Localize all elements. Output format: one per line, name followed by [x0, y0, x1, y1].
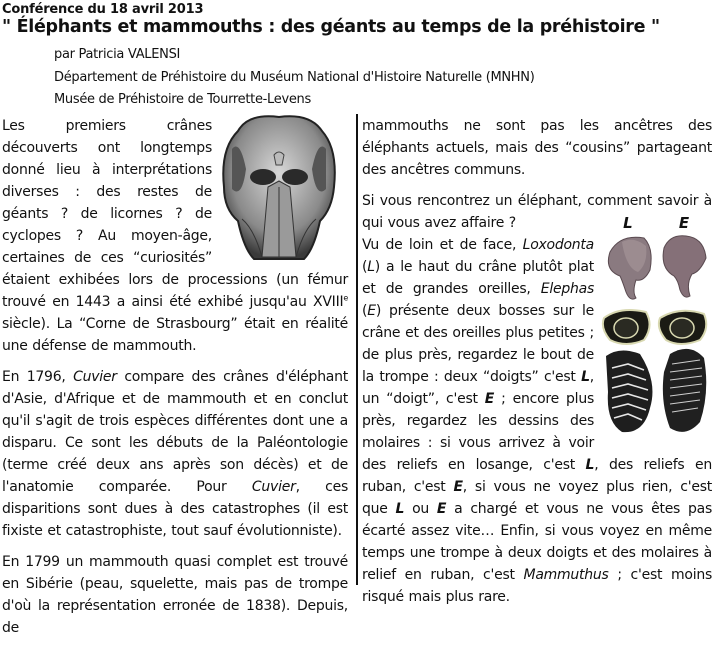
museum-line: Musée de Préhistoire de Tourrette-Levens — [54, 92, 311, 107]
label-elephas: E — [678, 214, 689, 232]
label-loxodonta: L — [623, 214, 633, 232]
trunk-tip-e-icon — [659, 311, 706, 344]
elephant-skull-icon — [218, 109, 340, 267]
molar-e-icon — [663, 349, 706, 432]
elephant-comparison-icon — [600, 232, 712, 438]
comparison-figure — [600, 212, 712, 440]
molar-l-icon — [606, 350, 652, 432]
paragraph-intro: Les premiers crânes découverts ont longtemps donné lieu à interprétations diverses : des restes de géants ? de licornes ? de cyclopes ? Au moyen-âge, certaines de ces “curiosités” étaient exhibées lors de processions (un fémur trouvé en 1443 a ainsi été exhibé jusqu'au XVIIIe siècle). La “Corne de Strasbourg” était en réalité une défense de mammouth. — [2, 118, 348, 354]
elephant-head-e-icon — [663, 236, 706, 297]
paragraph-cuvier: En 1796, Cuvier compare des crânes d'éléphant d'Asie, d'Afrique et de mammouth et en conclut qu'il s'agit de trois espèces différentes dont une a disparu. Ce sont les débuts de la Paléontologie (terme créé deux ans après son décès) et de l'anatomie comparée. Pour Cuvier, ces disparitions sont dues à des catastrophes (il est fixiste et catastrophiste, tout sauf évolutionniste). — [2, 369, 349, 539]
paragraph-identify: Si vous rencontrez un éléphant, comment savoir à qui vous avez affaire ? L E Vu de loin et de face, Loxodonta (L) a le haut du crâne plutôt plat et de grandes oreilles, Elephas (E) présente deux bosses sur le crâne et des oreilles plus petites ; de plus près, regardez le bout de la trompe : deux “doigts” c'est L, un “doigt”, c'est E ; encore plus près, regardez les dessins des molaires : si vous arrivez à voir des reliefs en losange, c'est L, des reliefs en ruban, c'est E, si vous ne voyez plus rien, c'est que L ou E a chargé et vous ne vous êtes pas écarté assez vite… Enfin, si vous voyez en même temps une trompe à deux doigts et des molaires à relief en ruban, c'est Mammuthus ; c'est moins risqué mais plus rare. — [362, 193, 713, 605]
elephant-head-l-icon — [608, 237, 651, 299]
trunk-tip-l-icon — [603, 310, 650, 344]
comparison-labels — [600, 212, 712, 232]
column-divider — [356, 114, 358, 585]
paragraph-cousins: mammouths ne sont pas les ancêtres des éléphants actuels, mais des “cousins” partageant des ancêtres communs. — [362, 118, 712, 178]
conference-date: Conférence du 18 avril 2013 — [2, 2, 204, 17]
paragraph-1799: En 1799 un mammouth quasi complet est trouvé en Sibérie (peau, squelette, mais pas de trompe d'où la représentation erronée de 1838). Depuis, de — [2, 554, 348, 636]
author-line: par Patricia VALENSI — [54, 47, 181, 62]
department-line: Département de Préhistoire du Muséum National d'Histoire Naturelle (MNHN) — [54, 70, 535, 85]
left-column — [2, 115, 348, 648]
conference-title: " Éléphants et mammouths : des géants au temps de la préhistoire " — [2, 17, 660, 37]
right-column — [362, 115, 712, 617]
